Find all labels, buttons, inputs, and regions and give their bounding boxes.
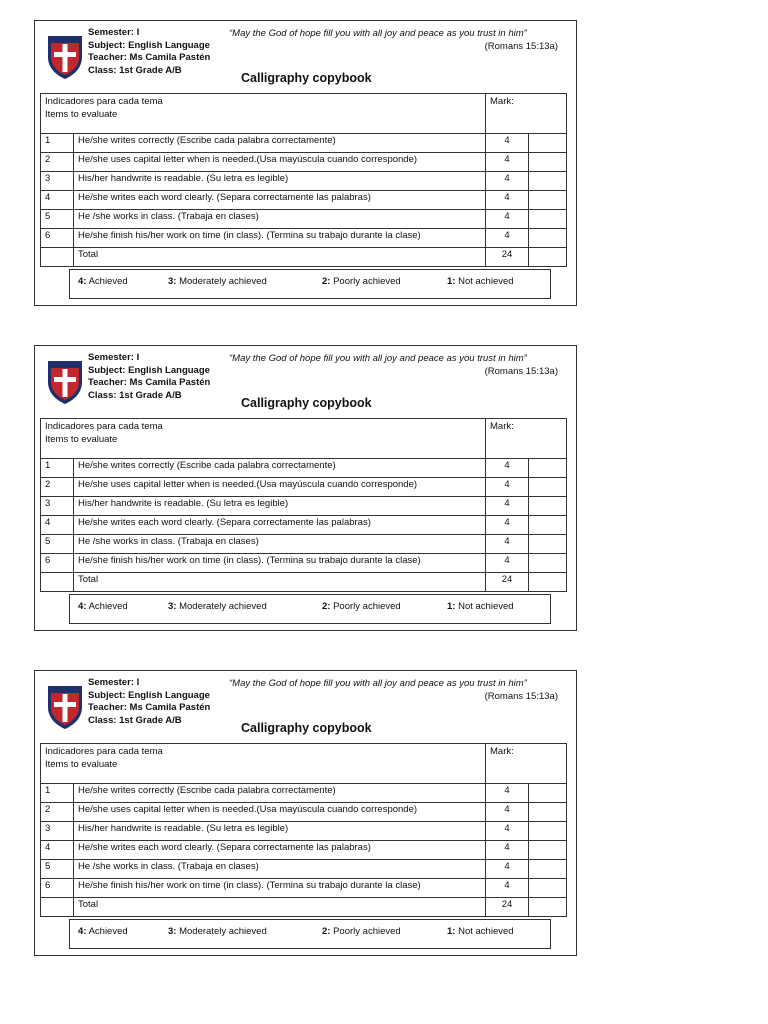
row-number: 2 bbox=[41, 802, 74, 821]
table-row bbox=[41, 802, 567, 821]
legend-item bbox=[322, 601, 401, 612]
legend-item bbox=[168, 926, 267, 937]
row-number: 4 bbox=[41, 840, 74, 859]
table-row bbox=[41, 496, 567, 515]
legend-key: 2: bbox=[322, 601, 331, 612]
indicators-header-en: Items to evaluate bbox=[45, 759, 118, 770]
row-mark: 4 bbox=[486, 458, 529, 477]
legend-item bbox=[447, 276, 514, 287]
row-extra-cell bbox=[529, 783, 567, 802]
row-number: 3 bbox=[41, 171, 74, 190]
row-extra-cell bbox=[529, 228, 567, 247]
total-num-cell bbox=[41, 897, 74, 916]
row-extra-cell bbox=[529, 534, 567, 553]
legend-label: Achieved bbox=[86, 926, 128, 937]
total-extra-cell bbox=[529, 572, 567, 591]
mark-header: Mark: bbox=[486, 419, 567, 459]
legend-key: 4: bbox=[78, 926, 87, 937]
row-mark: 4 bbox=[486, 840, 529, 859]
subject-label: Subject: English Language bbox=[88, 364, 210, 376]
subject-label: Subject: English Language bbox=[88, 39, 210, 51]
legend-item bbox=[447, 926, 514, 937]
row-mark: 4 bbox=[486, 802, 529, 821]
legend-item bbox=[322, 926, 401, 937]
school-crest-icon bbox=[45, 360, 85, 406]
indicators-header bbox=[41, 94, 486, 134]
row-indicator: He /she works in class. (Trabaja en clases) bbox=[74, 209, 486, 228]
rubric-table bbox=[40, 743, 567, 917]
row-extra-cell bbox=[529, 859, 567, 878]
row-extra-cell bbox=[529, 209, 567, 228]
row-indicator: He/she finish his/her work on time (in class). (Termina su trabajo durante la clase) bbox=[74, 553, 486, 572]
quote-reference: (Romans 15:13a) bbox=[484, 41, 558, 52]
legend-box bbox=[69, 269, 551, 299]
table-row bbox=[41, 783, 567, 802]
row-number: 3 bbox=[41, 496, 74, 515]
row-number: 4 bbox=[41, 515, 74, 534]
row-mark: 4 bbox=[486, 553, 529, 572]
indicators-header-es: Indicadores para cada tema bbox=[45, 746, 163, 757]
row-indicator: He/she writes correctly (Escribe cada palabra correctamente) bbox=[74, 458, 486, 477]
row-extra-cell bbox=[529, 171, 567, 190]
row-indicator: He/she writes correctly (Escribe cada palabra correctamente) bbox=[74, 783, 486, 802]
legend-item bbox=[322, 276, 401, 287]
row-extra-cell bbox=[529, 496, 567, 515]
class-label: Class: 1st Grade A/B bbox=[88, 714, 182, 726]
class-label: Class: 1st Grade A/B bbox=[88, 389, 182, 401]
row-mark: 4 bbox=[486, 534, 529, 553]
table-row bbox=[41, 228, 567, 247]
table-row bbox=[41, 534, 567, 553]
row-indicator: He/she writes each word clearly. (Separa correctamente las palabras) bbox=[74, 515, 486, 534]
total-label: Total bbox=[74, 247, 486, 266]
subject-label: Subject: English Language bbox=[88, 689, 210, 701]
legend-key: 1: bbox=[447, 601, 456, 612]
row-extra-cell bbox=[529, 458, 567, 477]
row-indicator: He/she uses capital letter when is needed.(Usa mayúscula cuando corresponde) bbox=[74, 477, 486, 496]
row-mark: 4 bbox=[486, 821, 529, 840]
total-row bbox=[41, 897, 567, 916]
course-info bbox=[88, 677, 210, 727]
indicators-header-en: Items to evaluate bbox=[45, 109, 118, 120]
row-number: 1 bbox=[41, 133, 74, 152]
table-row bbox=[41, 190, 567, 209]
page-title: Calligraphy copybook bbox=[241, 71, 372, 85]
row-extra-cell bbox=[529, 152, 567, 171]
legend-item bbox=[447, 601, 514, 612]
rubric-table bbox=[40, 418, 567, 592]
legend-key: 1: bbox=[447, 926, 456, 937]
semester-label: Semester: I bbox=[88, 677, 140, 688]
row-mark: 4 bbox=[486, 152, 529, 171]
page-title: Calligraphy copybook bbox=[241, 396, 372, 410]
table-row bbox=[41, 553, 567, 572]
table-row bbox=[41, 859, 567, 878]
row-indicator: He/she writes correctly (Escribe cada palabra correctamente) bbox=[74, 133, 486, 152]
legend-label: Not achieved bbox=[455, 926, 514, 937]
total-label: Total bbox=[74, 897, 486, 916]
page-title: Calligraphy copybook bbox=[241, 721, 372, 735]
row-indicator: He/she uses capital letter when is needed.(Usa mayúscula cuando corresponde) bbox=[74, 152, 486, 171]
row-mark: 4 bbox=[486, 878, 529, 897]
row-extra-cell bbox=[529, 190, 567, 209]
row-mark: 4 bbox=[486, 190, 529, 209]
total-num-cell bbox=[41, 247, 74, 266]
rubric-table bbox=[40, 93, 567, 267]
teacher-label: Teacher: Ms Camila Pastén bbox=[88, 377, 211, 388]
legend-label: Moderately achieved bbox=[176, 926, 267, 937]
row-indicator: He/she finish his/her work on time (in class). (Termina su trabajo durante la clase) bbox=[74, 228, 486, 247]
legend-label: Poorly achieved bbox=[330, 276, 401, 287]
table-row bbox=[41, 821, 567, 840]
legend-item bbox=[78, 276, 128, 287]
row-number: 6 bbox=[41, 553, 74, 572]
evaluation-card bbox=[34, 345, 577, 631]
row-mark: 4 bbox=[486, 783, 529, 802]
class-label: Class: 1st Grade A/B bbox=[88, 64, 182, 76]
legend-key: 2: bbox=[322, 926, 331, 937]
row-indicator: His/her handwrite is readable. (Su letra es legible) bbox=[74, 496, 486, 515]
row-indicator: His/her handwrite is readable. (Su letra es legible) bbox=[74, 821, 486, 840]
row-indicator: He/she finish his/her work on time (in class). (Termina su trabajo durante la clase) bbox=[74, 878, 486, 897]
row-mark: 4 bbox=[486, 171, 529, 190]
table-header-row bbox=[41, 744, 567, 784]
evaluation-card bbox=[34, 20, 577, 306]
legend-key: 1: bbox=[447, 276, 456, 287]
legend-item bbox=[168, 601, 267, 612]
row-number: 5 bbox=[41, 534, 74, 553]
school-crest-icon bbox=[45, 35, 85, 81]
row-extra-cell bbox=[529, 553, 567, 572]
total-value: 24 bbox=[486, 897, 529, 916]
row-mark: 4 bbox=[486, 477, 529, 496]
legend-box bbox=[69, 919, 551, 949]
total-extra-cell bbox=[529, 897, 567, 916]
table-header-row bbox=[41, 419, 567, 459]
row-mark: 4 bbox=[486, 209, 529, 228]
legend-label: Moderately achieved bbox=[176, 276, 267, 287]
row-indicator: He /she works in class. (Trabaja en clases) bbox=[74, 859, 486, 878]
table-row bbox=[41, 878, 567, 897]
course-info bbox=[88, 27, 210, 77]
table-row bbox=[41, 133, 567, 152]
mark-header: Mark: bbox=[486, 744, 567, 784]
table-row bbox=[41, 152, 567, 171]
legend-item bbox=[168, 276, 267, 287]
indicators-header bbox=[41, 744, 486, 784]
row-number: 3 bbox=[41, 821, 74, 840]
table-row bbox=[41, 477, 567, 496]
semester-label: Semester: I bbox=[88, 352, 140, 363]
row-number: 2 bbox=[41, 152, 74, 171]
row-number: 4 bbox=[41, 190, 74, 209]
row-extra-cell bbox=[529, 821, 567, 840]
row-indicator: He/she writes each word clearly. (Separa correctamente las palabras) bbox=[74, 840, 486, 859]
table-row bbox=[41, 515, 567, 534]
legend-label: Achieved bbox=[86, 276, 128, 287]
row-indicator: He/she uses capital letter when is needed.(Usa mayúscula cuando corresponde) bbox=[74, 802, 486, 821]
teacher-label: Teacher: Ms Camila Pastén bbox=[88, 702, 211, 713]
indicators-header bbox=[41, 419, 486, 459]
evaluation-card bbox=[34, 670, 577, 956]
school-crest-icon bbox=[45, 685, 85, 731]
legend-key: 2: bbox=[322, 276, 331, 287]
legend-label: Poorly achieved bbox=[330, 926, 401, 937]
indicators-header-es: Indicadores para cada tema bbox=[45, 96, 163, 107]
row-extra-cell bbox=[529, 802, 567, 821]
total-num-cell bbox=[41, 572, 74, 591]
table-row bbox=[41, 840, 567, 859]
legend-label: Moderately achieved bbox=[176, 601, 267, 612]
total-row bbox=[41, 247, 567, 266]
legend-label: Not achieved bbox=[455, 601, 514, 612]
row-number: 6 bbox=[41, 878, 74, 897]
row-extra-cell bbox=[529, 477, 567, 496]
row-extra-cell bbox=[529, 840, 567, 859]
row-indicator: His/her handwrite is readable. (Su letra es legible) bbox=[74, 171, 486, 190]
row-number: 5 bbox=[41, 209, 74, 228]
total-label: Total bbox=[74, 572, 486, 591]
teacher-label: Teacher: Ms Camila Pastén bbox=[88, 52, 211, 63]
row-mark: 4 bbox=[486, 228, 529, 247]
row-number: 2 bbox=[41, 477, 74, 496]
table-row bbox=[41, 171, 567, 190]
mark-header: Mark: bbox=[486, 94, 567, 134]
table-header-row bbox=[41, 94, 567, 134]
row-extra-cell bbox=[529, 133, 567, 152]
row-number: 1 bbox=[41, 783, 74, 802]
row-mark: 4 bbox=[486, 133, 529, 152]
bible-quote: “May the God of hope fill you with all joy and peace as you trust in him” bbox=[229, 353, 527, 364]
legend-key: 3: bbox=[168, 926, 177, 937]
row-extra-cell bbox=[529, 878, 567, 897]
quote-reference: (Romans 15:13a) bbox=[484, 366, 558, 377]
legend-label: Not achieved bbox=[455, 276, 514, 287]
bible-quote: “May the God of hope fill you with all joy and peace as you trust in him” bbox=[229, 28, 527, 39]
row-number: 5 bbox=[41, 859, 74, 878]
legend-box bbox=[69, 594, 551, 624]
total-value: 24 bbox=[486, 247, 529, 266]
legend-key: 4: bbox=[78, 601, 87, 612]
row-number: 1 bbox=[41, 458, 74, 477]
row-extra-cell bbox=[529, 515, 567, 534]
row-mark: 4 bbox=[486, 496, 529, 515]
bible-quote: “May the God of hope fill you with all joy and peace as you trust in him” bbox=[229, 678, 527, 689]
course-info bbox=[88, 352, 210, 402]
total-extra-cell bbox=[529, 247, 567, 266]
legend-key: 3: bbox=[168, 276, 177, 287]
row-mark: 4 bbox=[486, 515, 529, 534]
legend-item bbox=[78, 601, 128, 612]
quote-reference: (Romans 15:13a) bbox=[484, 691, 558, 702]
semester-label: Semester: I bbox=[88, 27, 140, 38]
legend-label: Poorly achieved bbox=[330, 601, 401, 612]
row-mark: 4 bbox=[486, 859, 529, 878]
legend-key: 4: bbox=[78, 276, 87, 287]
legend-label: Achieved bbox=[86, 601, 128, 612]
total-row bbox=[41, 572, 567, 591]
indicators-header-es: Indicadores para cada tema bbox=[45, 421, 163, 432]
total-value: 24 bbox=[486, 572, 529, 591]
row-indicator: He /she works in class. (Trabaja en clases) bbox=[74, 534, 486, 553]
indicators-header-en: Items to evaluate bbox=[45, 434, 118, 445]
legend-item bbox=[78, 926, 128, 937]
table-row bbox=[41, 209, 567, 228]
row-indicator: He/she writes each word clearly. (Separa correctamente las palabras) bbox=[74, 190, 486, 209]
legend-key: 3: bbox=[168, 601, 177, 612]
table-row bbox=[41, 458, 567, 477]
row-number: 6 bbox=[41, 228, 74, 247]
